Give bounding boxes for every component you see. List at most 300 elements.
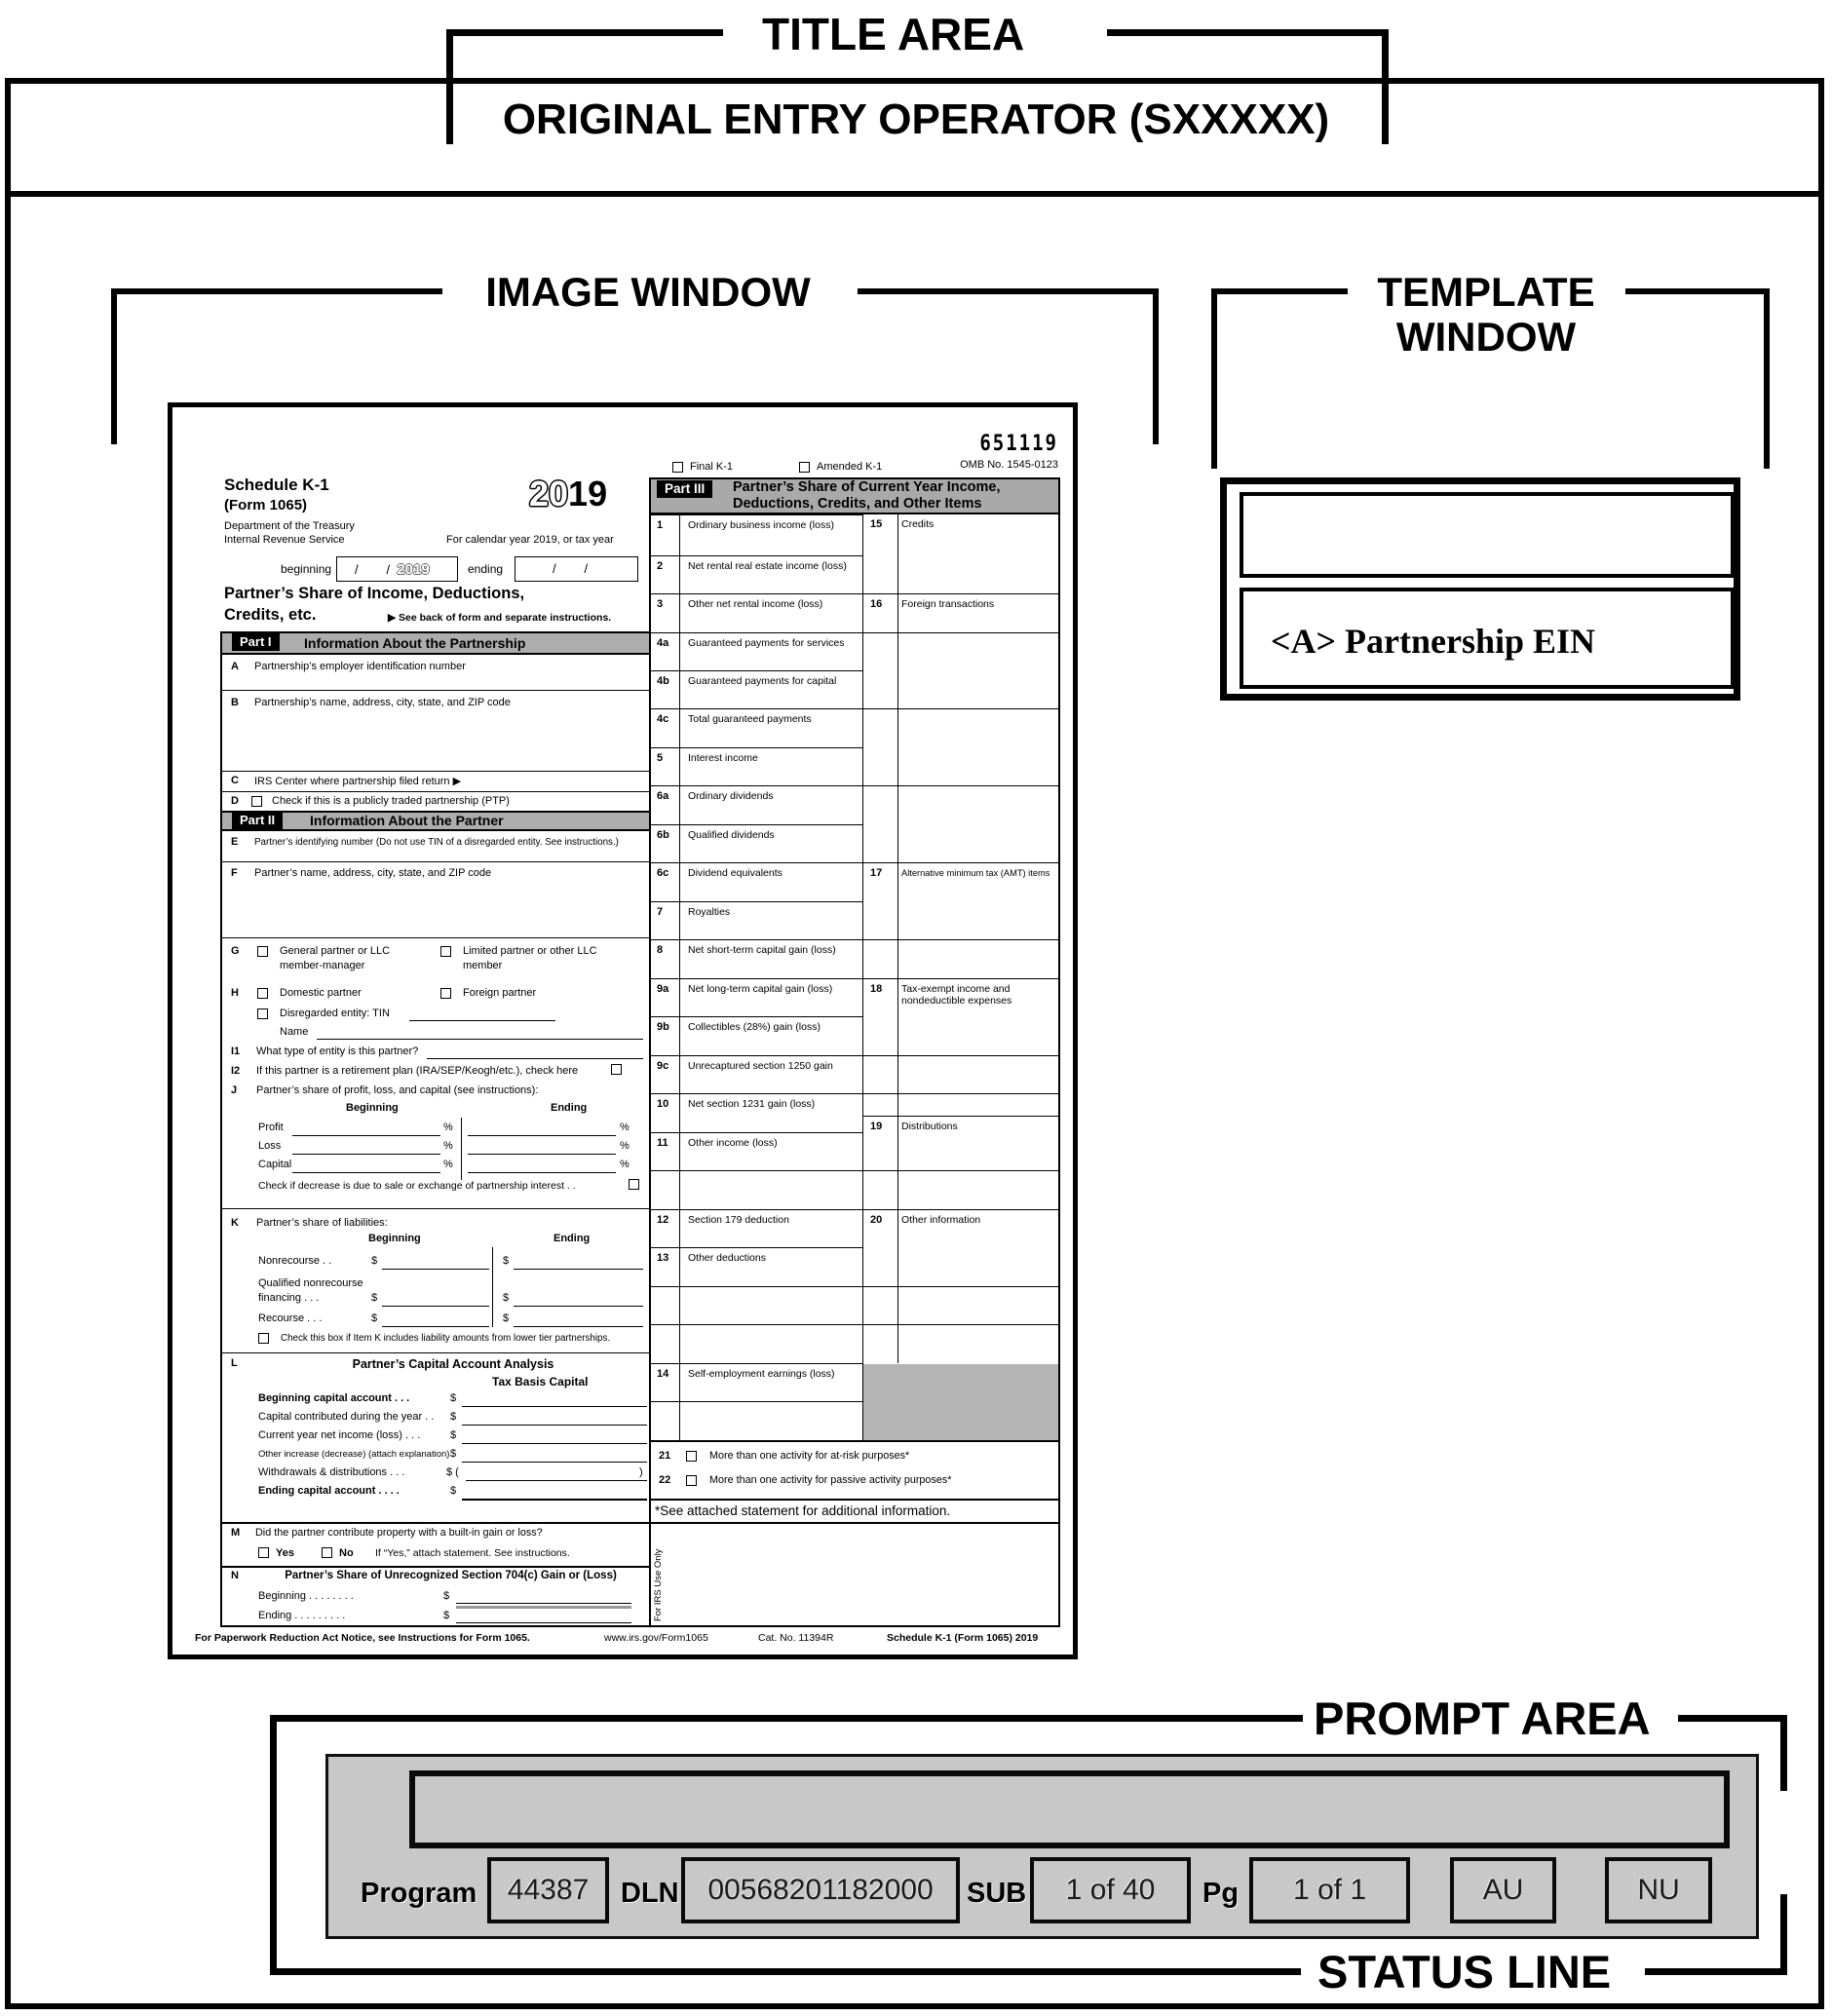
dollar: $ (450, 1485, 457, 1497)
divider (220, 690, 649, 691)
template-bracket-line-left (1211, 288, 1348, 294)
decorative-element: Net rental real estate income (loss) (688, 560, 847, 572)
itemB-label: Partnership’s name, address, city, state, and ZIP code (254, 697, 511, 708)
blank-line (382, 1269, 489, 1270)
capital-label: Capital (258, 1159, 292, 1170)
divider (862, 1093, 1060, 1094)
decorative-element: Guaranteed payments for services (688, 637, 845, 649)
decorative-element: Ordinary dividends (688, 790, 774, 802)
decorative-element: 6b (657, 829, 669, 841)
part3-row (649, 632, 862, 670)
itemG-limited-label2: member (463, 960, 503, 971)
itemH-disregarded-checkbox (257, 1008, 268, 1019)
decorative-element: Credits (901, 518, 935, 530)
decorative-element: 1 (657, 519, 664, 531)
l-other-increase: Other increase (decrease) (attach explanation) (258, 1449, 450, 1460)
part3-cell (862, 1116, 1060, 1209)
decorative-element: 13 (657, 1252, 669, 1264)
dollar: $ (443, 1610, 450, 1621)
amended-k1-checkbox (799, 462, 810, 473)
blank-line (468, 1154, 616, 1155)
l-beginning-capital: Beginning capital account . . . (258, 1392, 410, 1404)
sub-field (1030, 1857, 1191, 1923)
dln-label: DLN (621, 1878, 679, 1909)
decorative-element: Total guaranteed payments (688, 713, 812, 725)
template-window-callout-label-line2: WINDOW (1395, 314, 1577, 360)
l-current-year-income: Current year net income (loss) . . . (258, 1429, 421, 1441)
itemG-general-checkbox (257, 946, 268, 957)
divider (862, 785, 1060, 786)
status-bracket-line-left (270, 1968, 1301, 1975)
part3-row (649, 555, 862, 593)
divider (649, 1324, 863, 1325)
decorative-element: Guaranteed payments for capital (688, 675, 837, 687)
final-k1-checkbox (672, 462, 683, 473)
image-window-callout-label: IMAGE WINDOW (485, 269, 811, 315)
item22-checkbox (686, 1475, 697, 1486)
status-bracket-hook-right (1780, 1894, 1787, 1975)
decorative-element: Ordinary business income (loss) (688, 519, 834, 531)
itemJ-decrease-note: Check if decrease is due to sale or exchange of partnership interest . . (258, 1180, 576, 1192)
pg-field (1249, 1857, 1410, 1923)
window-title: ORIGINAL ENTRY OPERATOR (SXXXXX) (502, 95, 1330, 143)
prompt-bracket-line-left (270, 1715, 1303, 1722)
decorative-element: 10 (657, 1098, 669, 1110)
blank-line (382, 1326, 489, 1327)
itemH-disregarded-label: Disregarded entity: TIN (280, 1008, 390, 1019)
itemK-label: Partner’s share of liabilities: (256, 1217, 388, 1229)
part3-label: Part III (657, 480, 712, 498)
decorative-element: 4b (657, 675, 669, 687)
footer-schedule-id: Schedule K-1 (Form 1065) 2019 (887, 1632, 1039, 1644)
amended-k1-label: Amended K-1 (817, 461, 883, 473)
itemI2-checkbox (611, 1064, 622, 1075)
part3-row (649, 785, 862, 824)
part2-label: Part II (232, 812, 283, 829)
image-bracket-drop-left (111, 288, 117, 444)
decorative-element: Other net rental income (loss) (688, 598, 823, 610)
dollar: $ (503, 1292, 510, 1304)
itemM-label: Did the partner contribute property with a built-in gain or loss? (255, 1527, 543, 1539)
see-attached-note: *See attached statement for additional information. (655, 1503, 951, 1518)
blank-line (462, 1499, 647, 1501)
itemK-beginning-header: Beginning (368, 1233, 421, 1244)
itemI2-letter: I2 (231, 1065, 241, 1077)
prompt-bracket-hook-right (1780, 1715, 1787, 1791)
itemJ-label: Partner’s share of profit, loss, and capital (see instructions): (256, 1084, 539, 1096)
itemN-title: Partner’s Share of Unrecognized Section 704(c) Gain or (Loss) (285, 1570, 617, 1581)
pg-label: Pg (1202, 1878, 1240, 1909)
blank-line (514, 1306, 643, 1307)
itemH-foreign-label: Foreign partner (463, 987, 537, 999)
decorative-element: 9b (657, 1021, 669, 1033)
decorative-element: 16 (870, 598, 883, 610)
decorative-element: / / (355, 562, 398, 577)
decorative-element: 5 (657, 752, 664, 764)
program-field (487, 1857, 609, 1923)
itemC-letter: C (231, 775, 239, 786)
status-bracket-line-right (1645, 1968, 1787, 1975)
decorative-element: Self-employment earnings (loss) (688, 1368, 835, 1380)
decorative-element: Distributions (901, 1121, 958, 1132)
decorative-element: 15 (870, 518, 883, 530)
itemG-limited-checkbox (440, 946, 451, 957)
pct: % (443, 1122, 453, 1133)
decorative-element: Net long-term capital gain (loss) (688, 983, 833, 995)
decorative-element: 20 (870, 1214, 883, 1226)
blank-line (468, 1172, 616, 1173)
decorative-element: 2019 (397, 561, 430, 578)
image-bracket-line-left (111, 288, 442, 294)
footer-catalog-number: Cat. No. 11394R (758, 1632, 834, 1644)
part3-row (649, 708, 862, 747)
part3-row (649, 1093, 862, 1132)
template-window (1220, 477, 1740, 701)
itemI2-label: If this partner is a retirement plan (IRA/SEP/Keogh/etc.), check here (256, 1065, 579, 1077)
share-title-line1: Partner’s Share of Income, Deductions, (224, 585, 525, 602)
n-ending: Ending . . . . . . . . . (258, 1610, 346, 1621)
divider (220, 1352, 649, 1353)
divider (862, 939, 1060, 940)
itemK-lower-tier-checkbox (258, 1333, 269, 1344)
footer-paperwork-notice: For Paperwork Reduction Act Notice, see Instructions for Form 1065. (195, 1632, 530, 1644)
nu-indicator (1605, 1857, 1712, 1923)
decorative-element: 18 (870, 983, 883, 995)
decorative-element: Royalties (688, 906, 731, 918)
part3-cell (862, 978, 1060, 1116)
blank-line (292, 1154, 440, 1155)
divider (649, 1522, 1060, 1524)
decorative-element: Other information (901, 1214, 981, 1226)
dollar: $ (450, 1448, 457, 1460)
blank-line (292, 1172, 440, 1173)
divider (862, 632, 1060, 633)
n-beginning: Beginning . . . . . . . . (258, 1590, 354, 1602)
part2-title: Information About the Partner (310, 813, 504, 828)
dollar: $ (450, 1411, 457, 1423)
table-bottom-border (220, 1625, 1060, 1627)
itemK-letter: K (231, 1217, 239, 1229)
itemJ-ending-header: Ending (551, 1102, 588, 1114)
see-back-note: ▶ See back of form and separate instructions. (388, 612, 612, 624)
part3-cell (862, 514, 1060, 593)
itemH-foreign-checkbox (440, 988, 451, 999)
divider (649, 1440, 1060, 1442)
itemA-label: Partnership’s employer identification number (254, 661, 466, 672)
blank-line (409, 1020, 555, 1021)
decorative-element: 4a (657, 637, 669, 649)
part3-title-line2: Deductions, Credits, and Other Items (733, 496, 982, 512)
part3-row (649, 939, 862, 978)
template-field-prompt: <A> Partnership EIN (1271, 622, 1596, 661)
dollar: $ (503, 1255, 510, 1267)
part3-row (649, 1209, 862, 1247)
decorative-element: Interest income (688, 752, 758, 764)
decorative-element: NU (1637, 1874, 1680, 1906)
item21-number: 21 (659, 1450, 671, 1462)
blank-line (382, 1306, 489, 1307)
part3-row (649, 1132, 862, 1170)
decorative-element: Net short-term capital gain (loss) (688, 944, 836, 956)
dollar: $ (371, 1292, 378, 1304)
yes-label: Yes (276, 1547, 294, 1559)
itemG-general-label2: member-manager (280, 960, 365, 971)
decorative-element: Other income (loss) (688, 1137, 778, 1149)
blank-line (462, 1443, 647, 1444)
decorative-element: 6c (657, 867, 669, 879)
l-ending-capital: Ending capital account . . . . (258, 1485, 400, 1497)
share-title-line2: Credits, etc. (224, 606, 317, 624)
itemF-label: Partner’s name, address, city, state, and ZIP code (254, 867, 492, 879)
beginning-label: beginning (281, 562, 332, 576)
blank-line (292, 1135, 440, 1136)
decorative-element: Dividend equivalents (688, 867, 782, 879)
decorative-element: 4c (657, 713, 669, 725)
divider (492, 1247, 493, 1327)
part3-row (649, 1363, 862, 1401)
item21-checkbox (686, 1451, 697, 1462)
dollar: $ (371, 1312, 378, 1324)
itemM-no-checkbox (322, 1547, 332, 1558)
itemC-label: IRS Center where partnership filed return ▶ (254, 776, 462, 787)
l-capital-contributed: Capital contributed during the year . . (258, 1411, 435, 1423)
itemD-label: Check if this is a publicly traded partnership (PTP) (272, 795, 510, 807)
irs-shaded-block (863, 1364, 1058, 1440)
divider (862, 1286, 1060, 1287)
part3-row (649, 862, 862, 901)
calendar-year-note: For calendar year 2019, or tax year (446, 534, 614, 546)
tax-basis-label: Tax Basis Capital (492, 1375, 589, 1388)
itemH-domestic-label: Domestic partner (280, 987, 362, 999)
divider (220, 861, 649, 862)
blank-line (462, 1425, 647, 1426)
decorative-element: 9a (657, 983, 669, 995)
divider (649, 1286, 863, 1287)
divider (862, 1055, 1060, 1056)
form-number: (Form 1065) (224, 497, 308, 514)
decorative-element: 6a (657, 790, 669, 802)
part3-row (649, 1055, 862, 1093)
decorative-element: 1 of 1 (1292, 1874, 1367, 1906)
part3-row (649, 670, 862, 708)
itemM-letter: M (231, 1527, 241, 1539)
image-bracket-line-right (858, 288, 1159, 294)
item21-label: More than one activity for at-risk purposes* (709, 1450, 910, 1462)
program-label: Program (361, 1878, 477, 1909)
template-entry-field-partnership-ein[interactable] (1240, 588, 1735, 689)
part3-row (649, 978, 862, 1016)
divider (220, 771, 649, 772)
beginning-date-box (336, 556, 458, 582)
prompt-bracket-line-right (1678, 1715, 1787, 1722)
qualified-nonrecourse-label1: Qualified nonrecourse (258, 1277, 363, 1289)
gray-rule (456, 1606, 631, 1609)
decorative-element: 8 (657, 944, 664, 956)
decorative-element: 19 (870, 1121, 883, 1132)
divider (862, 1170, 1060, 1171)
pct: % (443, 1159, 453, 1170)
itemH-name-label: Name (280, 1026, 309, 1038)
title-bracket-line-left (446, 29, 723, 36)
title-area-separator (5, 191, 1824, 197)
decorative-element: 2 (657, 560, 664, 572)
itemF-letter: F (231, 867, 238, 879)
part3-row (649, 593, 862, 632)
part3-row (649, 747, 862, 785)
decorative-element: 00568201182000 (707, 1874, 934, 1906)
decorative-element: 14 (657, 1368, 669, 1380)
form-year (529, 474, 607, 514)
itemH-domestic-checkbox (257, 988, 268, 999)
itemJ-beginning-header: Beginning (346, 1102, 399, 1114)
blank-line (462, 1406, 647, 1407)
decorative-element: Qualified dividends (688, 829, 775, 841)
itemI1-letter: I1 (231, 1046, 241, 1057)
dollar: $ (443, 1590, 450, 1602)
decorative-element: 9c (657, 1060, 669, 1072)
prompt-bracket-side-left (270, 1715, 277, 1972)
decorative-element: 11 (657, 1137, 668, 1149)
divider (649, 1499, 1060, 1501)
form-dept-line1: Department of the Treasury (224, 520, 355, 532)
template-bracket-line-right (1625, 288, 1770, 294)
form-dept-line2: Internal Revenue Service (224, 534, 345, 546)
itemG-general-label: General partner or LLC (280, 945, 391, 957)
decorative-element: Net section 1231 gain (loss) (688, 1098, 816, 1110)
item22-label: More than one activity for passive activity purposes* (709, 1474, 952, 1486)
itemA-letter: A (231, 661, 239, 672)
profit-label: Profit (258, 1122, 284, 1133)
blank-line (514, 1326, 643, 1327)
itemK-ending-header: Ending (553, 1233, 591, 1244)
for-irs-use-only-label: For IRS Use Only (653, 1548, 664, 1621)
decorative-element: Foreign transactions (901, 598, 995, 610)
blank-line (427, 1058, 643, 1059)
blank-line (317, 1039, 643, 1040)
blank-line (466, 1480, 647, 1481)
itemM-note: If “Yes,” attach statement. See instructions. (375, 1547, 570, 1559)
itemE-letter: E (231, 836, 239, 848)
itemN-letter: N (231, 1570, 239, 1581)
divider (220, 1522, 649, 1524)
blank-line (462, 1462, 647, 1463)
decorative-element: 19 (568, 474, 608, 514)
template-bracket-drop-left (1211, 288, 1217, 469)
prompt-input-line[interactable] (409, 1770, 1730, 1848)
no-label: No (339, 1547, 354, 1559)
pct: % (620, 1122, 630, 1133)
decorative-element: 44387 (507, 1874, 590, 1906)
itemE-label: Partner’s identifying number (Do not use TIN of a disregarded entity. See instructions.) (254, 837, 619, 848)
paren-close: ) (639, 1466, 643, 1478)
blank-line (468, 1135, 616, 1136)
title-bracket-line-right (1107, 29, 1389, 36)
dollar-paren: $ ( (446, 1466, 459, 1478)
decorative-element: 20 (529, 474, 569, 514)
nonrecourse-label: Nonrecourse . . (258, 1255, 332, 1267)
au-indicator (1450, 1857, 1556, 1923)
template-entry-field-empty[interactable] (1240, 492, 1735, 578)
itemD-checkbox (251, 796, 262, 807)
footer-irs-url: www.irs.gov/Form1065 (604, 1632, 708, 1644)
itemL-title: Partner’s Capital Account Analysis (352, 1357, 554, 1371)
form-schedule-title: Schedule K-1 (224, 475, 329, 494)
decorative-element: Section 179 deduction (688, 1214, 789, 1226)
decorative-element: 1 of 40 (1065, 1874, 1156, 1906)
decorative-element: AU (1482, 1874, 1524, 1906)
itemB-letter: B (231, 697, 239, 708)
divider (220, 937, 649, 938)
part1-title: Information About the Partnership (304, 635, 526, 651)
qualified-nonrecourse-label2: financing . . . (258, 1292, 320, 1304)
pct: % (620, 1140, 630, 1152)
part3-title-line1: Partner’s Share of Current Year Income, (733, 479, 1001, 495)
itemD-letter: D (231, 795, 239, 807)
decorative-element: / / (553, 561, 589, 576)
form-ocr-code: 651119 (979, 431, 1058, 456)
itemM-yes-checkbox (258, 1547, 269, 1558)
part3-cell (862, 862, 1060, 978)
decorative-element: 17 (870, 867, 883, 879)
item22-number: 22 (659, 1474, 671, 1486)
decorative-element: Collectibles (28%) gain (loss) (688, 1021, 821, 1033)
part1-label: Part I (232, 633, 280, 651)
dln-field (681, 1857, 960, 1923)
blank-line (456, 1603, 631, 1604)
prompt-area-callout-label: PROMPT AREA (1314, 1693, 1651, 1744)
divider (220, 1566, 649, 1568)
itemL-letter: L (231, 1357, 238, 1369)
part3-row (649, 824, 862, 862)
itemH-letter: H (231, 987, 239, 999)
divider (862, 1324, 1060, 1325)
decorative-element: 3 (657, 598, 664, 610)
itemJ-letter: J (231, 1084, 238, 1096)
dollar: $ (450, 1429, 457, 1441)
title-area-callout-label: TITLE AREA (762, 9, 1025, 59)
ending-date-box (515, 556, 638, 582)
divider (862, 708, 1060, 709)
part3-row (649, 1247, 862, 1286)
decorative-element: Unrecaptured section 1250 gain (688, 1060, 833, 1072)
itemK-note: Check this box if Item K includes liability amounts from lower tier partnerships. (281, 1333, 611, 1344)
recourse-label: Recourse . . . (258, 1312, 323, 1324)
template-bracket-drop-right (1764, 288, 1770, 469)
itemG-limited-label: Limited partner or other LLC (463, 945, 597, 957)
dollar: $ (450, 1392, 457, 1404)
part3-row (649, 1016, 862, 1055)
decorative-element: Tax-exempt income and nondeductible expenses (901, 983, 1012, 1007)
dollar: $ (503, 1312, 510, 1324)
blank-line (456, 1622, 631, 1623)
image-bracket-drop-right (1153, 288, 1159, 444)
part3-row (649, 514, 862, 555)
omb-number: OMB No. 1545-0123 (960, 459, 1058, 471)
decorative-element: Other deductions (688, 1252, 766, 1264)
part3-row (649, 901, 862, 939)
ending-label: ending (468, 562, 504, 576)
loss-label: Loss (258, 1140, 282, 1152)
itemI1-label: What type of entity is this partner? (256, 1046, 419, 1057)
form-left-border (220, 631, 222, 1625)
divider (649, 1170, 863, 1171)
l-withdrawals: Withdrawals & distributions . . . (258, 1466, 405, 1478)
divider (220, 1208, 649, 1209)
decorative-element: Alternative minimum tax (AMT) items (901, 868, 1050, 878)
decorative-element: 7 (657, 906, 664, 918)
status-line-callout-label: STATUS LINE (1317, 1946, 1612, 1997)
sub-label: SUB (967, 1878, 1027, 1909)
